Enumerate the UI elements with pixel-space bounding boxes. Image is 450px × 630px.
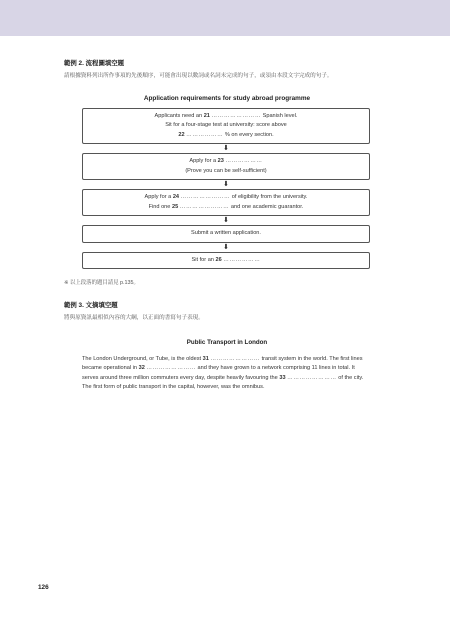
page-number: 126 (38, 584, 49, 591)
example2-heading: 範例 2. 流程圖填空題 (64, 60, 125, 67)
box3-l1-post: of eligibility from the university. (230, 194, 308, 200)
passage-text-3: and they have grown to a network comprising 11 lines in total. It serves around three million commuters every day, despite heavily favouring the (82, 365, 355, 381)
question-number-22: 22 (178, 131, 185, 138)
flowchart (82, 108, 370, 270)
box3-l2-post: and one academic guarantor. (229, 203, 304, 210)
arrow-down-icon: ⬇ (223, 181, 229, 188)
answer-blank-32[interactable]: …………………… (146, 365, 196, 372)
example2-instruction: 請根據資料列出所作事項的先後順序，可能會出現以數詞或名詞未完成的句子，或須由本段文字完成的句子。 (64, 73, 333, 79)
arrow-down-icon: ⬇ (223, 243, 229, 251)
answer-blank-31[interactable]: …………………… (210, 355, 261, 362)
flowchart-title: Application requirements for study abroad programme (143, 94, 311, 102)
reference-note: ※ 以上段落的題目請見 p.135。 (64, 280, 139, 286)
page-content (64, 58, 390, 393)
box1-l1-pre: Applicants need an (154, 112, 204, 119)
passage-text-2: transit system in the world. The first lines became operational in (82, 355, 363, 372)
box3-l2-pre: Find one (148, 203, 172, 210)
box5-l1-pre: Sit for an (191, 256, 216, 263)
arrow-down-icon: ⬇ (223, 217, 229, 224)
answer-blank-25[interactable]: …………………… (179, 203, 230, 210)
question-number-31: 31 (202, 355, 209, 362)
question-number-24: 24 (172, 194, 180, 200)
flowchart-box-1 (82, 108, 370, 145)
box5-line1 (87, 256, 365, 266)
passage-title: Public Transport in London (186, 338, 268, 346)
question-number-32: 32 (138, 365, 145, 372)
answer-blank-21[interactable]: …………………… (211, 112, 262, 119)
flowchart-box-5 (82, 252, 370, 270)
box1-line1 (87, 112, 365, 122)
passage-body (82, 355, 372, 393)
flowchart-box-3 (82, 189, 370, 216)
box2-l1-pre: Apply for a (189, 158, 218, 164)
answer-blank-23[interactable]: ……………… (225, 158, 263, 164)
example3-instruction: 將與原資訊最相似內容的大綱，以正面的書寫句子表現。 (64, 315, 204, 321)
question-number-26: 26 (215, 256, 222, 263)
box1-l3-post: % on every section. (223, 131, 274, 138)
box1-l1-post: Spanish level. (261, 112, 298, 119)
box4-line1: Submit a written application. (191, 230, 261, 236)
box3-line1 (87, 193, 365, 203)
top-header-band (0, 0, 450, 36)
flowchart-box-4 (82, 225, 370, 243)
passage-text-1: The London Underground, or Tube, is the oldest (82, 355, 203, 362)
answer-blank-33[interactable]: …………………… (287, 374, 337, 381)
question-number-33: 33 (279, 374, 286, 381)
box1-line3 (87, 131, 365, 141)
question-number-25: 25 (171, 203, 179, 210)
box2-line2: (Prove you can be self-sufficient) (185, 167, 267, 174)
box2-line1 (87, 157, 365, 167)
box3-line2 (87, 203, 365, 213)
question-number-23: 23 (217, 158, 224, 164)
flowchart-box-2 (82, 153, 370, 180)
example3-heading: 範例 3. 文摘填空題 (64, 302, 118, 309)
box3-l1-pre: Apply for a (144, 194, 173, 200)
question-number-21: 21 (203, 112, 210, 119)
answer-blank-22[interactable]: ……………… (186, 131, 224, 138)
passage-text-4: of the city. The first form of public transport in the capital, however, was the omnibus. (82, 374, 364, 391)
arrow-down-icon: ⬇ (223, 145, 229, 152)
answer-blank-24[interactable]: …………………… (180, 194, 231, 200)
box1-line2: Sit for a four-stage test at university: score above (165, 122, 287, 128)
answer-blank-26[interactable]: ……………… (223, 256, 261, 263)
